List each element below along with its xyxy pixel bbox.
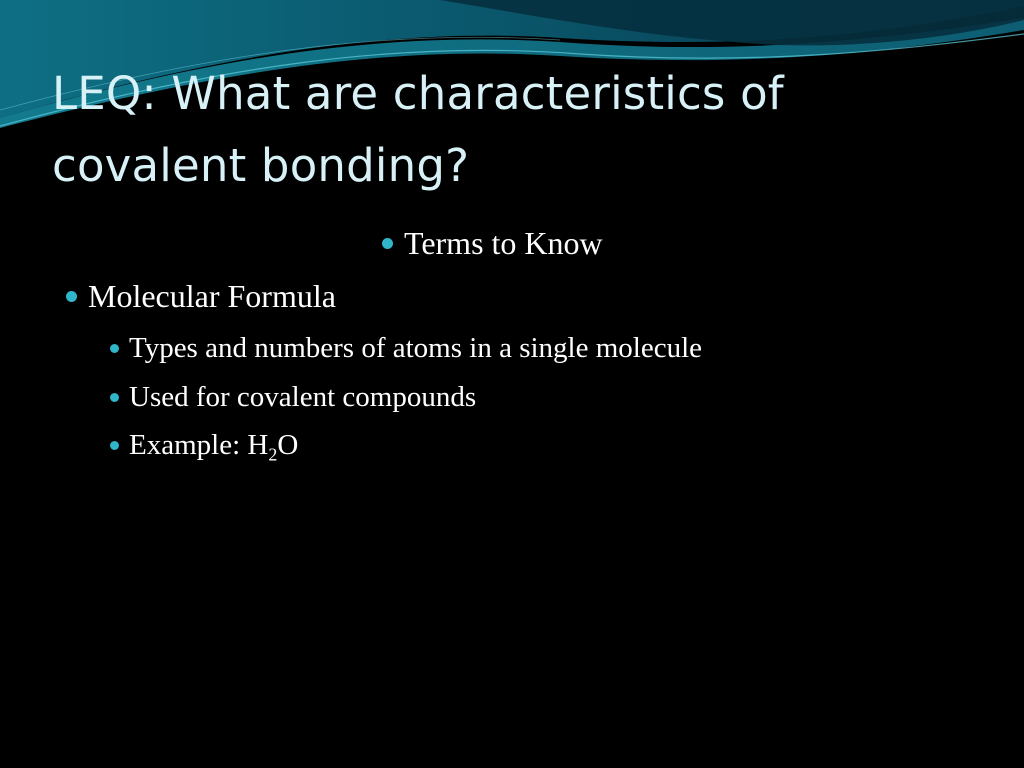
bullet-dot-icon xyxy=(66,291,77,302)
bullet-text: Terms to Know xyxy=(404,225,603,261)
example-text xyxy=(129,429,299,465)
bullet-text: Molecular Formula xyxy=(88,278,336,314)
bullet-text: Used for covalent compounds xyxy=(129,381,477,413)
bullet-dot-icon xyxy=(110,441,119,450)
bullet-text: Types and numbers of atoms in a single molecule xyxy=(129,332,703,364)
sub-bullet-used-for xyxy=(110,381,476,414)
example-prefix: Example: H xyxy=(129,429,269,461)
bullet-dot-icon xyxy=(382,238,393,249)
example-suffix: O xyxy=(277,429,299,461)
sub-bullet-types xyxy=(110,332,702,365)
bullet-dot-icon xyxy=(110,344,119,353)
bullet-dot-icon xyxy=(110,393,119,402)
bullet-terms-to-know xyxy=(382,225,603,262)
bullet-molecular-formula xyxy=(66,278,336,315)
example-subscript: 2 xyxy=(268,444,278,465)
slide-title: LEQ: What are characteristics of covalent bonding? xyxy=(52,67,784,192)
sub-bullet-example xyxy=(110,429,299,465)
